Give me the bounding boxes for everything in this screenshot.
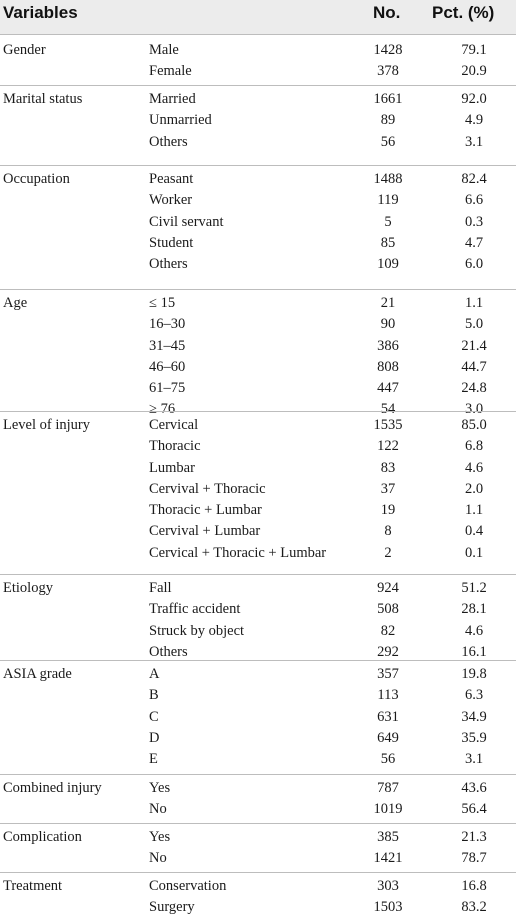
category-label: Traffic accident	[149, 601, 241, 618]
count-value: 54	[380, 401, 396, 418]
count-value: 19	[380, 502, 396, 519]
table-row	[0, 233, 516, 254]
table-row	[0, 169, 516, 190]
count-value: 649	[377, 729, 399, 746]
count-value: 119	[377, 192, 399, 209]
variable-group	[0, 823, 516, 870]
percent-value: 83.2	[461, 899, 487, 916]
category-label: Married	[149, 91, 196, 107]
variable-label: Combined injury	[3, 780, 102, 796]
count-value: 37	[380, 480, 396, 497]
variable-group	[0, 289, 516, 421]
percent-value: 56.4	[461, 801, 487, 818]
category-label: D	[149, 729, 160, 746]
percent-value: 21.3	[461, 829, 487, 845]
category-label: 61–75	[149, 380, 186, 397]
count-value: 1019	[373, 801, 403, 818]
variable-group	[0, 574, 516, 663]
percent-value: 20.9	[461, 63, 487, 80]
variable-label: Complication	[3, 829, 82, 845]
category-label: Student	[149, 234, 194, 251]
count-value: 292	[377, 643, 399, 660]
variable-group	[0, 660, 516, 770]
percent-value: 3.1	[464, 133, 484, 150]
count-value: 122	[377, 438, 399, 455]
percent-value: 0.4	[464, 523, 484, 540]
table-row	[0, 479, 516, 500]
variable-label: Age	[3, 295, 28, 311]
count-value: 82	[380, 622, 396, 639]
category-label: Peasant	[149, 171, 194, 187]
table-row	[0, 336, 516, 357]
category-label: Conservation	[149, 878, 227, 894]
table-row	[0, 621, 516, 642]
percent-value: 35.9	[461, 729, 487, 746]
category-label: Cervival + Thoracic	[149, 480, 266, 497]
table-row	[0, 664, 516, 685]
percent-value: 1.1	[464, 295, 484, 311]
percent-value: 16.8	[461, 878, 487, 894]
category-label: Cervical	[149, 417, 199, 433]
percent-value: 6.3	[464, 687, 484, 704]
percent-value: 4.7	[464, 234, 484, 251]
percent-value: 3.1	[464, 751, 484, 768]
category-label: ≤ 15	[149, 295, 176, 311]
percent-value: 51.2	[461, 580, 487, 596]
table-row	[0, 778, 516, 799]
count-value: 631	[377, 708, 399, 725]
table-row	[0, 436, 516, 457]
variable-label: ASIA grade	[3, 666, 72, 682]
percent-value: 2.0	[464, 480, 484, 497]
percent-value: 5.0	[464, 316, 484, 333]
category-label: Surgery	[149, 899, 195, 916]
percent-value: 44.7	[461, 358, 487, 375]
count-value: 508	[377, 601, 399, 618]
table-row	[0, 293, 516, 314]
category-label: Thoracic	[149, 438, 201, 455]
category-label: 46–60	[149, 358, 186, 375]
count-value: 1503	[373, 899, 403, 916]
count-value: 85	[380, 234, 396, 251]
count-value: 357	[377, 666, 399, 682]
table-row	[0, 749, 516, 770]
count-value: 1535	[373, 417, 403, 433]
table-row	[0, 500, 516, 521]
table-row	[0, 848, 516, 869]
percent-value: 34.9	[461, 708, 487, 725]
table-row	[0, 89, 516, 110]
variable-group	[0, 165, 516, 275]
percent-value: 6.6	[464, 192, 484, 209]
count-value: 8	[384, 523, 392, 540]
category-label: Cervical + Thoracic + Lumbar	[149, 544, 327, 561]
count-value: 56	[380, 133, 396, 150]
count-value: 1428	[373, 42, 403, 58]
category-label: Male	[149, 42, 179, 58]
variable-label: Treatment	[3, 878, 63, 894]
variable-group	[0, 411, 516, 564]
category-label: ≥ 76	[149, 401, 176, 418]
count-value: 808	[377, 358, 399, 375]
variable-group	[0, 774, 516, 821]
category-label: Others	[149, 256, 188, 273]
category-label: Yes	[149, 780, 171, 796]
percent-value: 6.8	[464, 438, 484, 455]
percent-value: 0.1	[464, 544, 484, 561]
count-value: 2	[384, 544, 392, 561]
category-label: Unmarried	[149, 112, 212, 129]
percent-value: 16.1	[461, 643, 487, 660]
category-label: Others	[149, 133, 188, 150]
category-label: Struck by object	[149, 622, 245, 639]
count-value: 787	[377, 780, 399, 796]
count-value: 56	[380, 751, 396, 768]
percent-value: 4.9	[464, 112, 484, 129]
variable-group	[0, 85, 516, 153]
table-row	[0, 40, 516, 61]
category-label: Cervival + Lumbar	[149, 523, 261, 540]
table-row	[0, 458, 516, 479]
category-label: Thoracic + Lumbar	[149, 502, 262, 519]
table-row	[0, 799, 516, 820]
table-row	[0, 314, 516, 335]
count-value: 1488	[373, 171, 403, 187]
percent-value: 78.7	[461, 850, 487, 867]
variable-label: Marital status	[3, 91, 83, 107]
variable-label: Etiology	[3, 580, 53, 596]
category-label: Fall	[149, 580, 172, 596]
table-row	[0, 543, 516, 564]
table-row	[0, 61, 516, 82]
count-value: 385	[377, 829, 399, 845]
count-value: 1661	[373, 91, 403, 107]
count-value: 303	[377, 878, 399, 894]
table-row	[0, 578, 516, 599]
table-row	[0, 357, 516, 378]
header-pct: Pct. (%)	[432, 3, 495, 22]
table-header	[0, 0, 516, 35]
category-label: C	[149, 708, 159, 725]
category-label: A	[149, 666, 160, 682]
table-row	[0, 827, 516, 848]
percent-value: 82.4	[461, 171, 487, 187]
percent-value: 1.1	[464, 502, 484, 519]
category-label: Others	[149, 643, 188, 660]
table-row	[0, 728, 516, 749]
count-value: 378	[377, 63, 399, 80]
percent-value: 24.8	[461, 380, 487, 397]
percent-value: 4.6	[464, 622, 484, 639]
variable-label: Level of injury	[3, 417, 90, 433]
percent-value: 28.1	[461, 601, 487, 618]
count-value: 924	[377, 580, 399, 596]
count-value: 109	[377, 256, 399, 273]
count-value: 90	[380, 316, 396, 333]
table-row	[0, 521, 516, 542]
variable-group	[0, 40, 516, 83]
count-value: 21	[380, 295, 396, 311]
percent-value: 4.6	[464, 459, 484, 476]
percent-value: 92.0	[461, 91, 487, 107]
percent-value: 3.0	[464, 401, 484, 418]
table-row	[0, 132, 516, 153]
variable-group	[0, 872, 516, 919]
table-row	[0, 685, 516, 706]
table-row	[0, 212, 516, 233]
table-row	[0, 599, 516, 620]
count-value: 89	[380, 112, 396, 129]
variable-label: Occupation	[3, 171, 70, 187]
category-label: No	[149, 850, 167, 867]
category-label: Lumbar	[149, 459, 195, 476]
category-label: Civil servant	[149, 213, 224, 230]
table-row	[0, 190, 516, 211]
table-row	[0, 897, 516, 918]
count-value: 447	[377, 380, 399, 397]
percent-value: 21.4	[461, 337, 487, 354]
percent-value: 6.0	[464, 256, 484, 273]
category-label: Worker	[149, 192, 193, 209]
table-row	[0, 254, 516, 275]
count-value: 113	[377, 687, 399, 704]
percent-value: 43.6	[461, 780, 487, 796]
table-row	[0, 110, 516, 131]
percent-value: 19.8	[461, 666, 487, 682]
count-value: 5	[384, 213, 392, 230]
count-value: 1421	[373, 850, 403, 867]
category-label: B	[149, 687, 159, 704]
percent-value: 0.3	[464, 213, 484, 230]
category-label: No	[149, 801, 167, 818]
table-row	[0, 378, 516, 399]
header-no: No.	[373, 3, 401, 22]
category-label: 16–30	[149, 316, 186, 333]
category-label: Female	[149, 63, 192, 80]
category-label: E	[149, 751, 158, 768]
percent-value: 85.0	[461, 417, 487, 433]
category-label: 31–45	[149, 337, 186, 354]
count-value: 386	[377, 337, 399, 354]
table-row	[0, 707, 516, 728]
count-value: 83	[380, 459, 396, 476]
percent-value: 79.1	[461, 42, 487, 58]
category-label: Yes	[149, 829, 171, 845]
header-variables: Variables	[3, 3, 78, 22]
table-row	[0, 415, 516, 436]
variable-label: Gender	[3, 42, 46, 58]
table-row	[0, 876, 516, 897]
